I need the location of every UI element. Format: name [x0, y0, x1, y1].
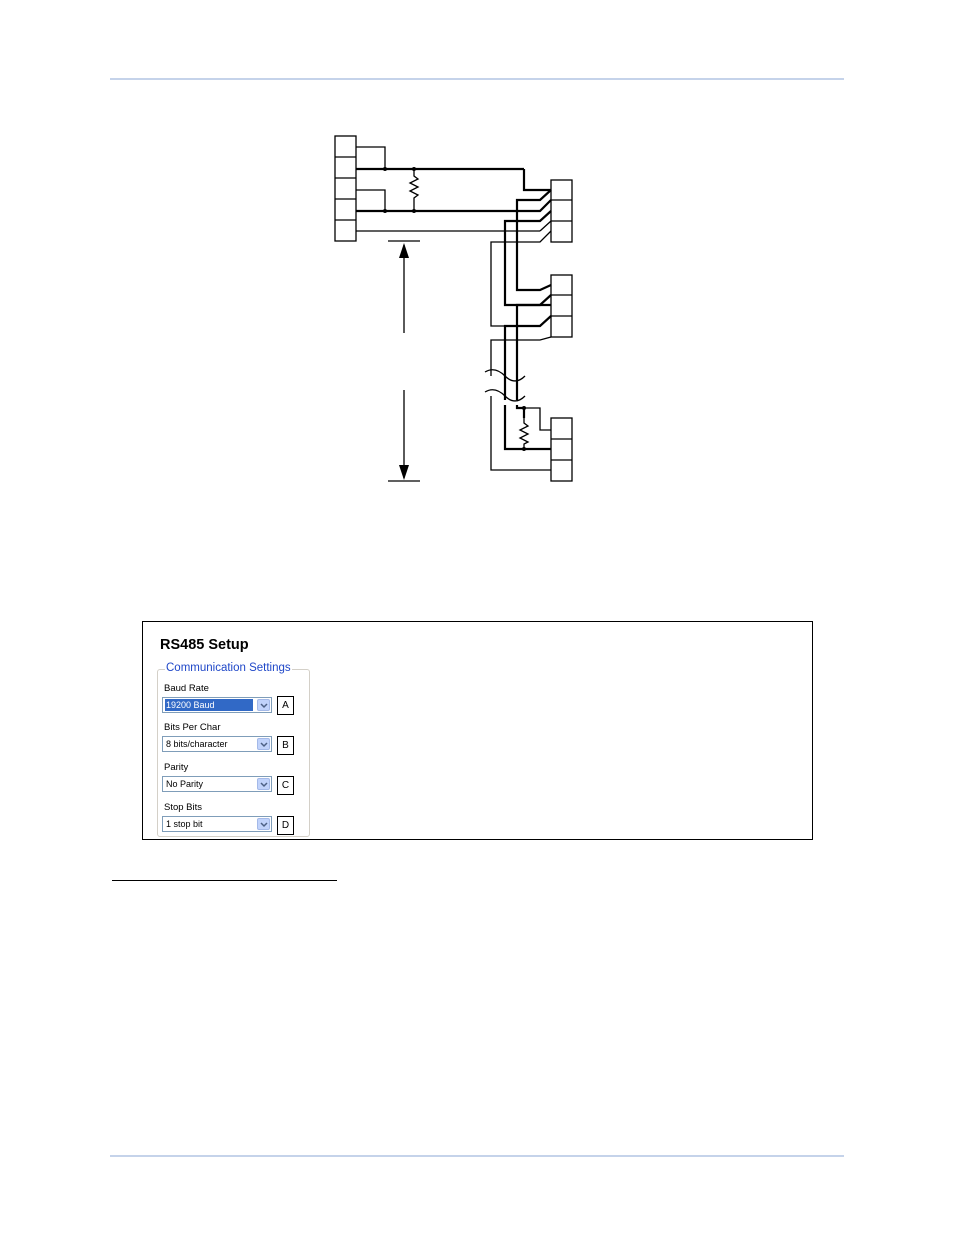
- left-terminal-block: [335, 136, 356, 241]
- chevron-down-icon[interactable]: [257, 699, 270, 711]
- chevron-down-icon[interactable]: [257, 738, 270, 750]
- footer-rule: [110, 1155, 844, 1157]
- callout-c: C: [277, 776, 294, 795]
- bits-per-char-label: Bits Per Char: [164, 722, 221, 733]
- device-terminal-block-3: [551, 418, 572, 481]
- bits-per-char-value: 8 bits/character: [166, 739, 228, 749]
- rs485-wiring-diagram: [0, 0, 954, 520]
- baud-rate-select[interactable]: [162, 697, 272, 713]
- communication-settings-group: [157, 662, 310, 837]
- callout-d: D: [277, 816, 294, 835]
- device-terminal-block-2: [551, 275, 572, 337]
- callout-a: A: [277, 696, 294, 715]
- distance-arrow: [388, 241, 420, 481]
- device-terminal-block-1: [551, 180, 572, 242]
- stop-bits-select[interactable]: [162, 816, 272, 832]
- chevron-down-icon[interactable]: [257, 818, 270, 830]
- parity-label: Parity: [164, 762, 189, 773]
- group-legend: Communication Settings: [166, 662, 291, 674]
- stop-bits-label: Stop Bits: [164, 802, 203, 813]
- baud-rate-label: Baud Rate: [164, 683, 209, 694]
- termination-resistor: [410, 169, 418, 211]
- rs485-setup-panel: [142, 621, 813, 840]
- panel-title: RS485 Setup: [160, 637, 249, 653]
- bits-per-char-select[interactable]: [162, 736, 272, 752]
- callout-b: B: [277, 736, 294, 755]
- stop-bits-value: 1 stop bit: [166, 819, 203, 829]
- chevron-down-icon[interactable]: [257, 778, 270, 790]
- footnote-rule: [112, 880, 337, 881]
- baud-rate-value: 19200 Baud: [165, 699, 253, 711]
- parity-select[interactable]: [162, 776, 272, 792]
- parity-value: No Parity: [166, 779, 204, 789]
